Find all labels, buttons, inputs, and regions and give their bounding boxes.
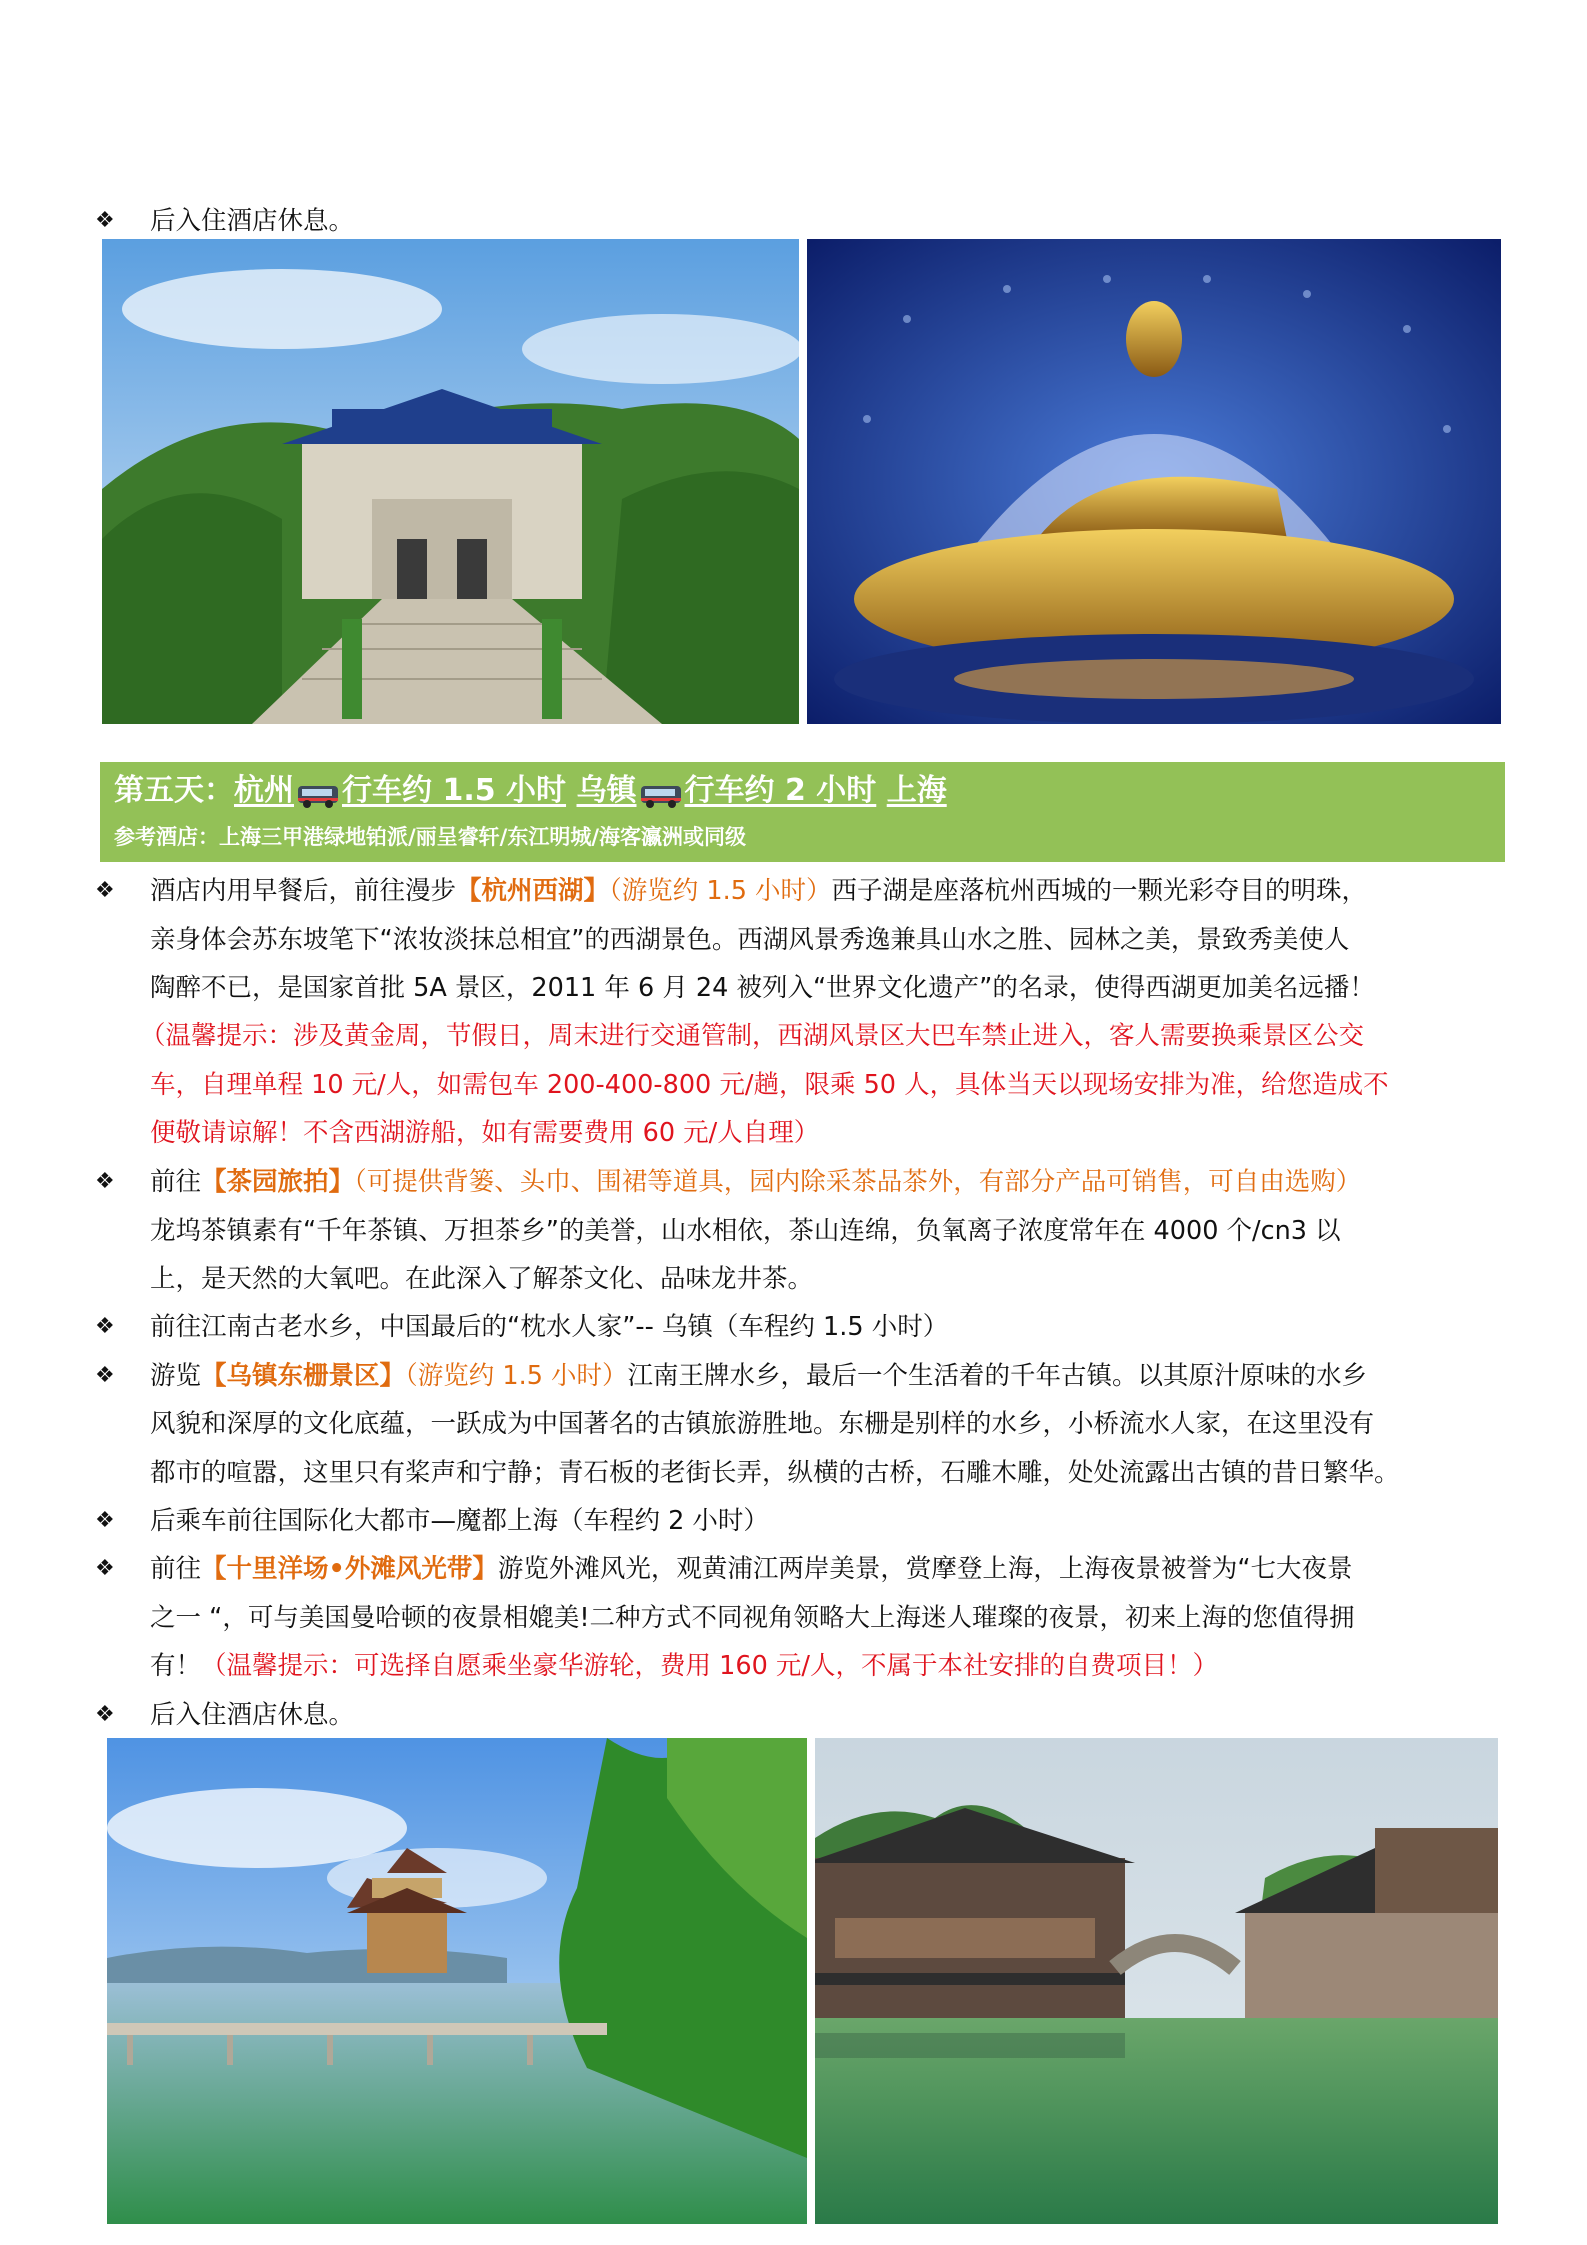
bus-icon — [639, 778, 683, 806]
bullet-icon: ❖ — [95, 208, 115, 233]
tea-line-1: 前往【茶园旅拍】（可提供背篓、头巾、围裙等道具，园内除采茶品茶外，有部分产品可销售，可自由选购） — [150, 1167, 1362, 1197]
bus-icon — [296, 778, 340, 806]
bullet-icon: ❖ — [95, 1363, 115, 1388]
tea-props-note: （可提供背篓、头巾、围裙等道具，园内除采茶品茶外，有部分产品可销售，可自由选购） — [354, 1167, 1362, 1197]
bullet-icon: ❖ — [95, 1508, 115, 1533]
westlake-duration: （游览约 1.5 小时） — [609, 876, 832, 906]
dongzha-line-2: 风貌和深厚的文化底蕴，一跃成为中国著名的古镇旅游胜地。东栅是别样的水乡，小桥流水人家，在这里没有 — [150, 1409, 1375, 1439]
bullet-icon: ❖ — [95, 1314, 115, 1339]
day-label: 第五天： — [114, 773, 234, 808]
westlake-line-2: 亲身体会苏东坡笔下“浓妆淡抹总相宜”的西湖景色。西湖风景秀逸兼具山水之胜、园林之美，景致秀美使人 — [150, 925, 1350, 955]
bund-line-3: 有！（温馨提示：可选择自愿乘坐豪华游轮，费用 160 元/人，不属于本社安排的自费项目！） — [150, 1651, 1218, 1681]
route-stop-wuzhen: 乌镇 — [576, 773, 637, 808]
westlake-tip-2: 车，自理单程 10 元/人，如需包车 200-400-800 元/趟，限乘 50 人，具体当天以现场安排为准，给您造成不 — [150, 1070, 1389, 1100]
bund-title: 【十里洋场•外滩风光带】 — [201, 1554, 498, 1584]
day-five-title — [114, 768, 947, 814]
westlake-line-1: 酒店内用早餐后，前往漫步【杭州西湖】（游览约 1.5 小时）西子湖是座落杭州西城的一颗光彩夺目的明珠， — [150, 876, 1368, 906]
reference-hotel: 参考酒店：上海三甲港绿地铂派/丽呈睿轩/东江明城/海客瀛洲或同级 — [114, 825, 747, 849]
dongzha-title: 【乌镇东栅景区】 — [201, 1361, 406, 1391]
bund-tip: （温馨提示：可选择自愿乘坐豪华游轮，费用 160 元/人，不属于本社安排的自费项目！） — [201, 1651, 1218, 1681]
bullet-icon: ❖ — [95, 1169, 115, 1194]
dongzha-line-1: 游览【乌镇东栅景区】（游览约 1.5 小时）江南王牌水乡，最后一个生活着的千年古镇。以其原汁原味的水乡 — [150, 1361, 1368, 1391]
tea-line-2: 龙坞茶镇素有“千年茶镇、万担茶乡”的美誉，山水相依，茶山连绵，负氧离子浓度常年在 4000 个/cn3 以 — [150, 1216, 1341, 1246]
buddha-photo — [807, 239, 1501, 724]
route-stop-hangzhou: 杭州 — [234, 773, 294, 808]
bullet-icon: ❖ — [95, 878, 115, 903]
westlake-pavilion-photo — [107, 1738, 807, 2224]
route-leg-2: 行车约 2 小时 — [684, 773, 877, 808]
westlake-tip-3: 便敬请谅解！不含西湖游船，如有需要费用 60 元/人自理） — [150, 1118, 820, 1148]
route-leg-1: 行车约 1.5 小时 — [342, 773, 567, 808]
wuzhen-canal-photo — [815, 1738, 1498, 2224]
dongzha-line-3: 都市的喧嚣，这里只有桨声和宁静；青石板的老街长弄，纵横的古桥，石雕木雕，处处流露出古镇的昔日繁华。 — [150, 1458, 1400, 1488]
bund-line-1: 前往【十里洋场•外滩风光带】游览外滩风光，观黄浦江两岸美景，赏摩登上海，上海夜景被誉为“七大夜景 — [150, 1554, 1353, 1584]
westlake-line-3: 陶醉不已，是国家首批 5A 景区，2011 年 6 月 24 被列入“世界文化遗产”的名录，使得西湖更加美名远播！ — [150, 973, 1375, 1003]
rest-line-bottom: 后入住酒店休息。 — [150, 1700, 355, 1730]
dongzha-duration: （游览约 1.5 小时） — [405, 1361, 628, 1391]
bullet-icon: ❖ — [95, 1702, 115, 1727]
westlake-title: 【杭州西湖】 — [456, 876, 610, 906]
tea-title: 【茶园旅拍】 — [201, 1167, 355, 1197]
wuzhen-transfer-line: 前往江南古老水乡，中国最后的“枕水人家”-- 乌镇（车程约 1.5 小时） — [150, 1312, 949, 1342]
day-five-banner — [100, 759, 1505, 862]
rest-line-top: 后入住酒店休息。 — [150, 206, 355, 236]
westlake-tip-1: （温馨提示：涉及黄金周，节假日，周末进行交通管制，西湖风景区大巴车禁止进入，客人需要换乘景区公交 — [140, 1021, 1365, 1051]
bullet-icon: ❖ — [95, 1556, 115, 1581]
route-stop-shanghai: 上海 — [886, 773, 947, 808]
bund-line-2: 之一 “，可与美国曼哈顿的夜景相媲美!二种方式不同视角领略大上海迷人璀璨的夜景，初来上海的您值得拥 — [150, 1603, 1355, 1633]
tea-line-3: 上，是天然的大氧吧。在此深入了解茶文化、品味龙井茶。 — [150, 1264, 814, 1294]
shanghai-transfer-line: 后乘车前往国际化大都市—魔都上海（车程约 2 小时） — [150, 1506, 769, 1536]
mausoleum-photo — [102, 239, 799, 724]
